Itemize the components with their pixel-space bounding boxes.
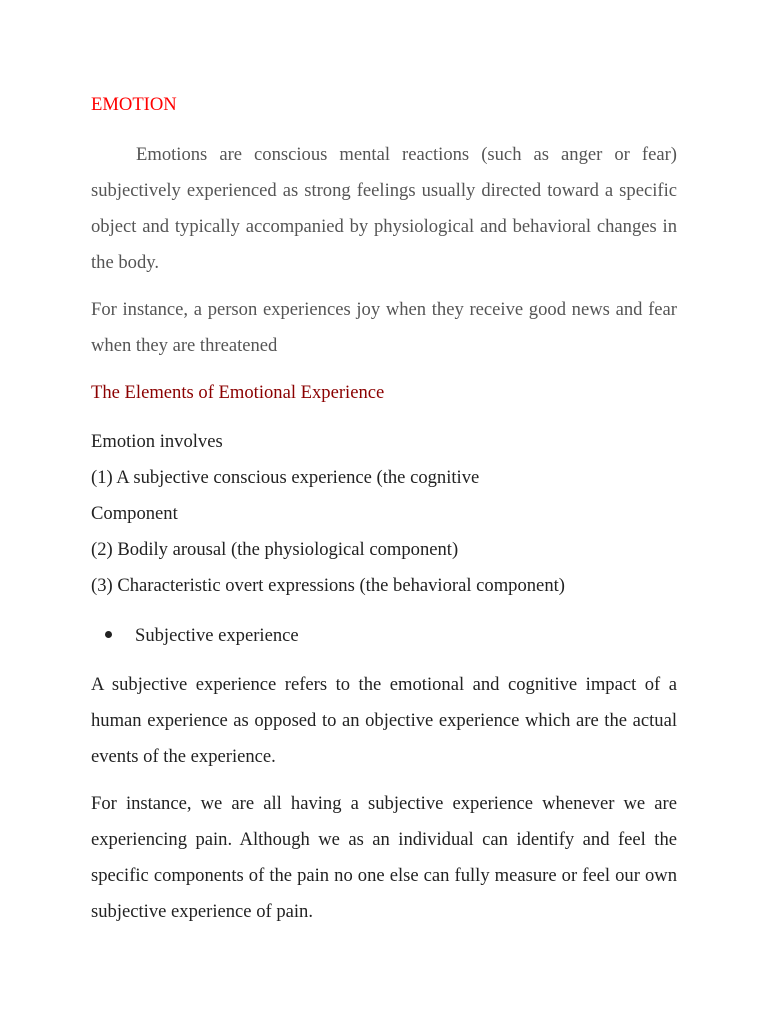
document-title: EMOTION — [91, 94, 177, 115]
example-paragraph: For instance, a person experiences joy when they receive good news and fear when they are threatened — [91, 299, 677, 356]
elements-intro-line: Emotion involves — [91, 431, 223, 452]
element-item-2: (2) Bodily arousal (the physiological component) — [91, 539, 459, 560]
elements-list — [91, 424, 677, 604]
bullet-icon — [105, 631, 112, 638]
element-item-1-continued: Component — [91, 503, 178, 524]
bullet-label: Subjective experience — [135, 625, 299, 646]
element-item-1: (1) A subjective conscious experience (the cognitive — [91, 467, 480, 488]
intro-paragraph: Emotions are conscious mental reactions (such as anger or fear) subjectively experienced as strong feelings usually directed toward a specific object and typically accompanied by physiological and behavioral changes in the body. — [91, 144, 677, 273]
section-heading: The Elements of Emotional Experience — [91, 382, 385, 403]
element-item-3: (3) Characteristic overt expressions (the behavioral component) — [91, 575, 565, 596]
bullet-list-item — [105, 618, 299, 654]
pain-example-paragraph: For instance, we are all having a subjective experience whenever we are experiencing pain. Although we as an individual can identify and feel the specific components of the pain no one else can fully measure or feel our own subjective experience of pain. — [91, 793, 677, 922]
subjective-definition-paragraph: A subjective experience refers to the emotional and cognitive impact of a human experience as opposed to an objective experience which are the actual events of the experience. — [91, 674, 677, 767]
